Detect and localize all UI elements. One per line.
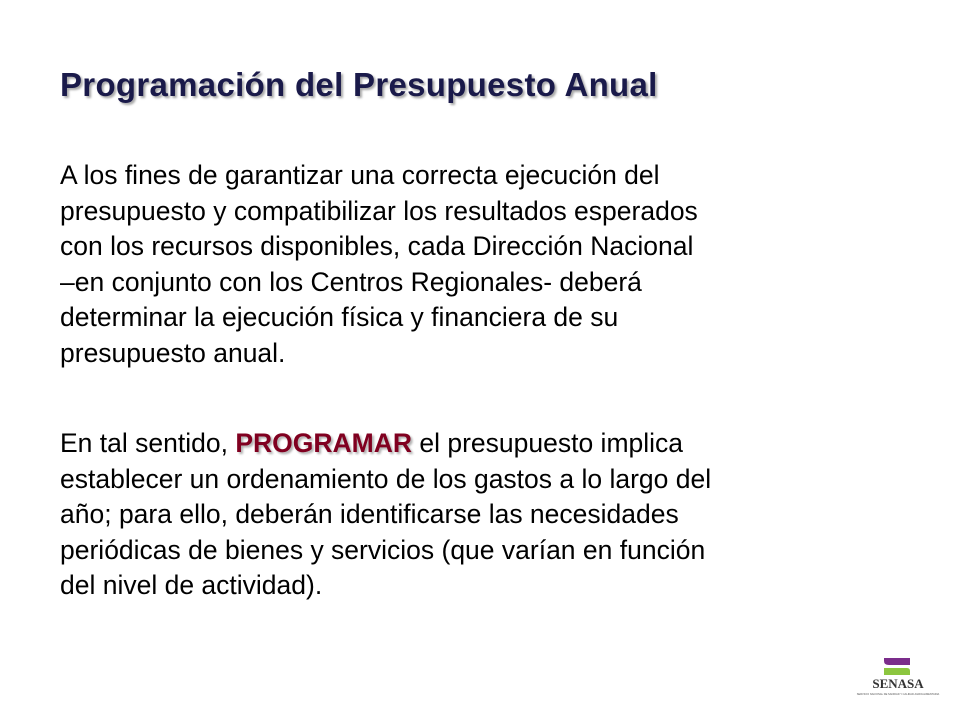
- logo-subtitle: SERVICIO NACIONAL DE SANIDAD Y CALIDAD AGROALIMENTARIA: [856, 693, 940, 696]
- paragraph-1-line: A los fines de garantizar una correcta ejecución del: [60, 160, 660, 190]
- slide-title: Programación del Presupuesto Anual: [60, 66, 658, 103]
- logo-bottom-shape: [884, 668, 910, 675]
- paragraph-2: [60, 426, 910, 604]
- logo-wordmark: SENASA: [872, 676, 924, 691]
- programar-highlight: PROGRAMAR: [235, 428, 412, 458]
- paragraph-2-line: establecer un ordenamiento de los gastos a lo largo del: [60, 463, 712, 494]
- paragraph-2-suffix: el presupuesto implica: [411, 428, 684, 458]
- paragraph-1: [60, 158, 910, 371]
- senasa-logo: [856, 654, 940, 710]
- paragraph-1-line: –en conjunto con los Centros Regionales- deberá: [60, 266, 642, 297]
- paragraph-2-prefix: En tal sentido,: [60, 428, 236, 458]
- paragraph-1-line: presupuesto y compatibilizar los resultados esperados: [60, 195, 698, 226]
- paragraph-2-line: [60, 426, 910, 462]
- paragraph-2-line: año; para ello, deberán identificarse las necesidades: [60, 499, 679, 529]
- paragraph-1-line: con los recursos disponibles, cada Dirección Nacional: [60, 231, 694, 261]
- logo-top-shape: [884, 658, 910, 665]
- paragraph-1-line: presupuesto anual.: [60, 337, 286, 368]
- paragraph-2-line: del nivel de actividad).: [60, 570, 323, 600]
- paragraph-1-line: determinar la ejecución física y financiera de su: [60, 302, 619, 332]
- paragraph-2-line: periódicas de bienes y servicios (que varían en función: [60, 534, 706, 565]
